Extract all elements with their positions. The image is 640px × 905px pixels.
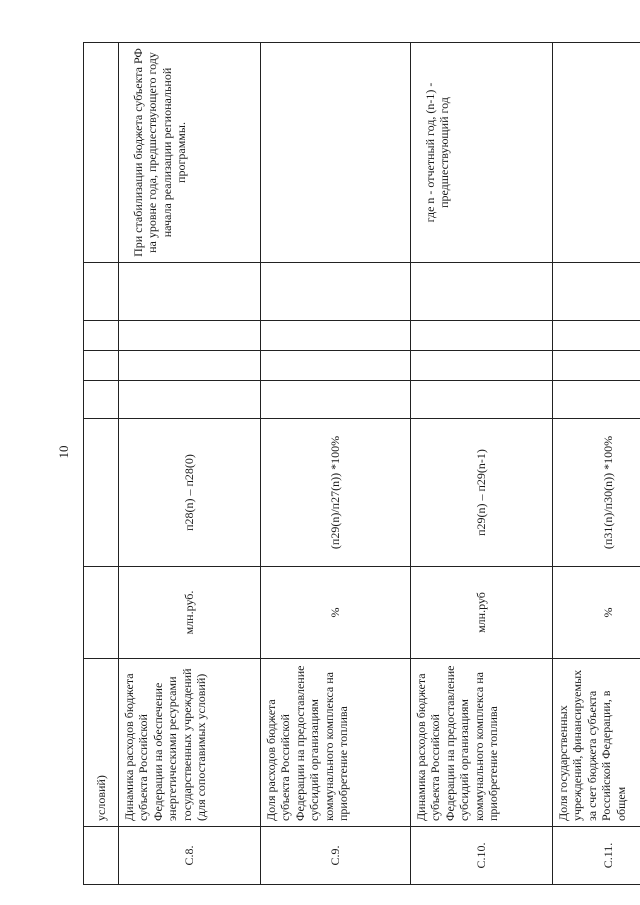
indicator-cell: условий)	[84, 659, 119, 827]
code-cell: С.10.	[411, 827, 553, 885]
unit-cell: %	[553, 567, 640, 659]
empty-cell	[261, 351, 411, 381]
empty-cell	[411, 351, 553, 381]
unit-cell: млн.руб.	[119, 567, 261, 659]
rotated-table-wrapper	[83, 43, 628, 885]
empty-cell	[84, 381, 119, 419]
unit-cell: млн.руб	[411, 567, 553, 659]
empty-cell	[84, 263, 119, 321]
code-cell: С.11.	[553, 827, 640, 885]
note-cell: где n - отчетный год, (n-1) - предшествующий год	[411, 43, 553, 263]
empty-cell	[553, 263, 640, 321]
code-cell: С.9.	[261, 827, 411, 885]
empty-cell	[119, 263, 261, 321]
empty-cell	[553, 351, 640, 381]
indicator-cell: Динамика расходов бюджета субъекта Российской Федерации на предоставление субсидий организациям коммунального комплекса на приобретение топлива	[411, 659, 553, 827]
table-row	[261, 43, 411, 885]
empty-cell	[553, 321, 640, 351]
empty-cell	[411, 381, 553, 419]
code-cell: С.8.	[119, 827, 261, 885]
table-row	[84, 43, 119, 885]
empty-cell	[119, 321, 261, 351]
empty-cell	[553, 381, 640, 419]
table-row	[553, 43, 640, 885]
empty-cell	[119, 381, 261, 419]
empty-cell	[411, 263, 553, 321]
empty-cell	[261, 381, 411, 419]
code-cell	[84, 827, 119, 885]
indicator-cell: Доля расходов бюджета субъекта Российской Федерации на предоставление субсидий организациям коммунального комплекса на приобретение топлива	[261, 659, 411, 827]
indicators-table	[83, 42, 640, 885]
table-row	[411, 43, 553, 885]
page-number: 10	[56, 445, 71, 459]
empty-cell	[261, 263, 411, 321]
unit-cell	[84, 567, 119, 659]
formula-cell: (п31(n)/п30(n)) *100%	[553, 419, 640, 567]
indicator-cell: Доля государственных учреждений, финансируемых за счет бюджета субъекта Российской Федерации, в общем	[553, 659, 640, 827]
empty-cell	[261, 321, 411, 351]
empty-cell	[84, 351, 119, 381]
table-row	[119, 43, 261, 885]
note-cell	[84, 43, 119, 263]
empty-cell	[84, 321, 119, 351]
indicator-cell: Динамика расходов бюджета субъекта Российской Федерации на обеспечение энергетическими ресурсами государственных учреждений (для сопоставимых условий)	[119, 659, 261, 827]
note-cell	[261, 43, 411, 263]
unit-cell: %	[261, 567, 411, 659]
note-cell: При стабилизации бюджета субъекта РФ на уровне года, предшествующего году начала реализации региональной программы.	[119, 43, 261, 263]
formula-cell: п28(n) – п28(0)	[119, 419, 261, 567]
formula-cell: (п29(n)/п27(n)) *100%	[261, 419, 411, 567]
formula-cell: п29(n) – п29(n-1)	[411, 419, 553, 567]
empty-cell	[411, 321, 553, 351]
note-cell	[553, 43, 640, 263]
formula-cell	[84, 419, 119, 567]
empty-cell	[119, 351, 261, 381]
